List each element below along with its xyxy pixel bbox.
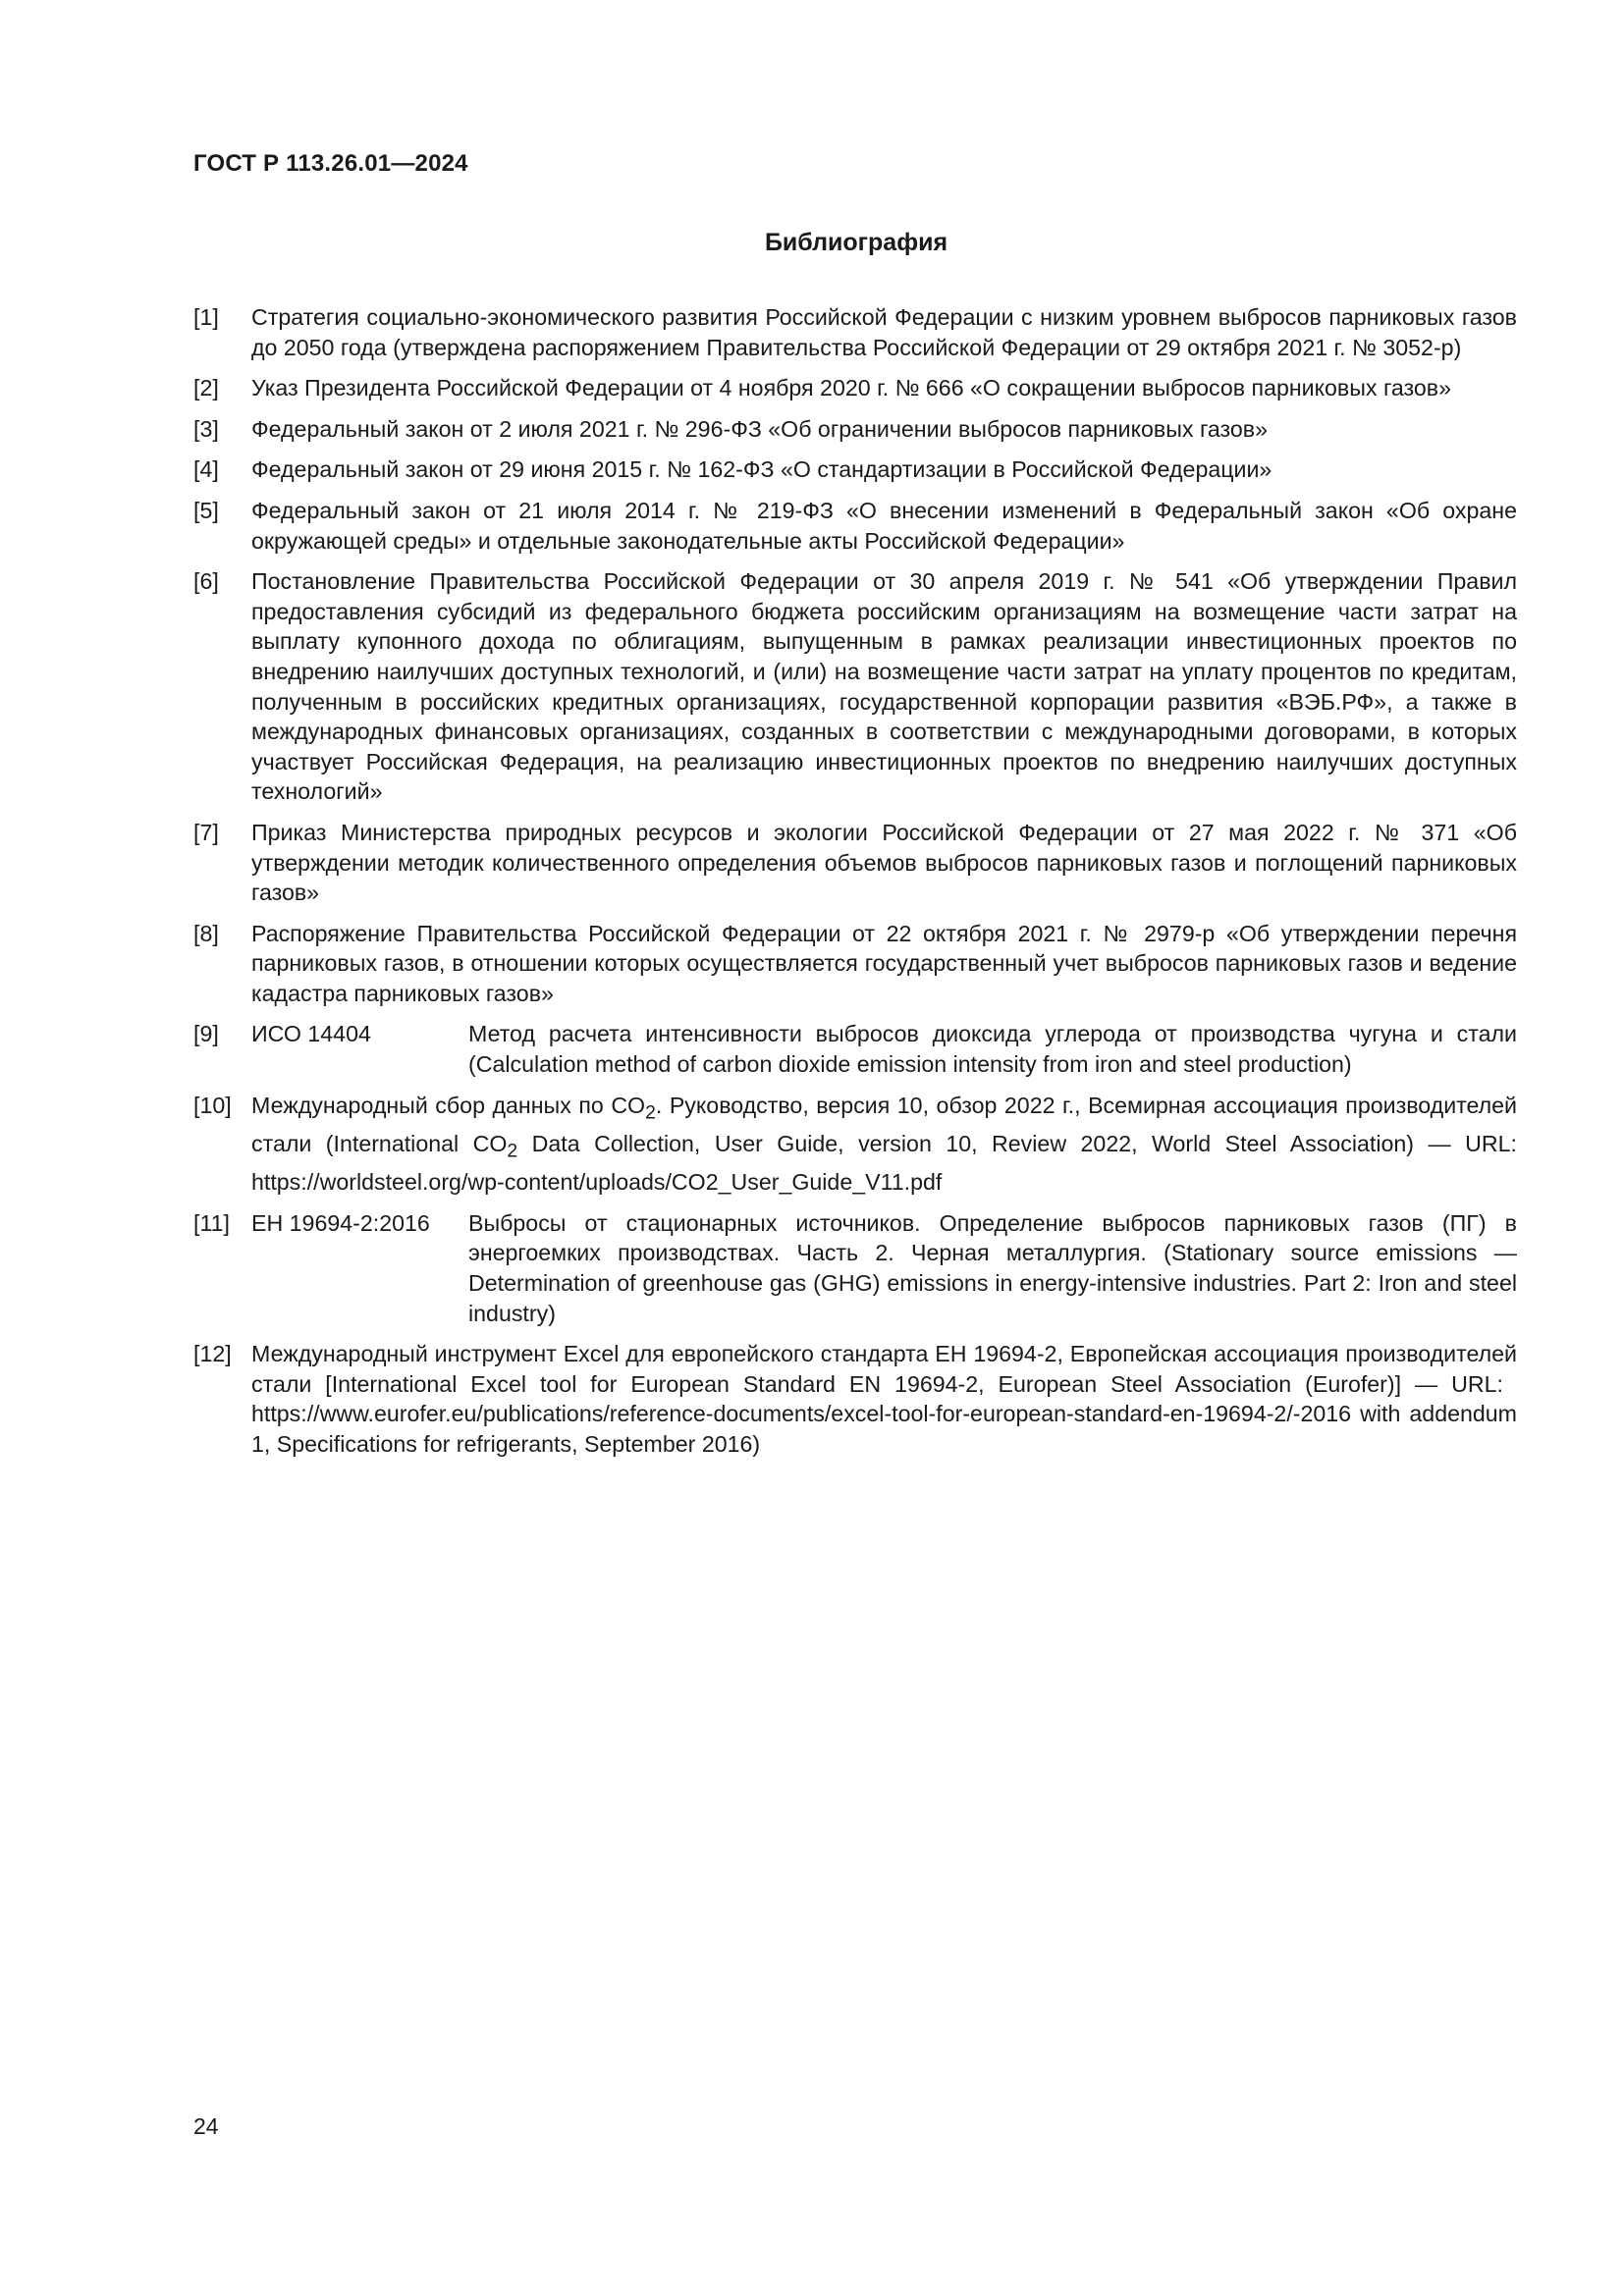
- entry-text-part: Международный сбор данных по CO: [251, 1092, 646, 1118]
- bibliography-entry: [193, 496, 1517, 556]
- bibliography-entry: [193, 1208, 1517, 1328]
- entry-url: https://www.eurofer.eu/publications/reference-documents/excel-tool-for-european-standard-en-19694-2/-2016 with addendum 1, Specifications for refrigerants, September 2016): [251, 1401, 1517, 1457]
- standard-code: ИСО 14404: [251, 1021, 371, 1047]
- entry-text-part: Международный инструмент Excel для европейского стандарта ЕН 19694-2, Европейская ассоциация производителей стали [International Excel tool for European Standard EN 19694-2, European Steel Association (Eurofer)] — URL:: [251, 1341, 1517, 1397]
- entry-number: [9]: [193, 1021, 219, 1047]
- entry-number: [12]: [193, 1341, 232, 1367]
- bibliography-list: [193, 302, 1517, 1469]
- bibliography-entry: [193, 454, 1517, 485]
- page-number: 24: [193, 2113, 219, 2139]
- bibliography-entry: [193, 414, 1517, 445]
- entry-number: [4]: [193, 456, 219, 483]
- bibliography-entry: [193, 1091, 1517, 1198]
- entry-text: Метод расчета интенсивности выбросов диоксида углерода от производства чугуна и стали (Calculation method of carbon dioxide emission intensity from iron and steel production): [468, 1021, 1517, 1078]
- entry-number: [2]: [193, 375, 219, 401]
- entry-text: Федеральный закон от 2 июля 2021 г. № 296-ФЗ «Об ограничении выбросов парниковых газов»: [251, 415, 1269, 442]
- entry-text: Приказ Министерства природных ресурсов и экологии Российской Федерации от 27 мая 2022 г. № 371 «Об утверждении методик количественного определения объемов выбросов парниковых газов и поглощений парниковых газов»: [251, 819, 1517, 906]
- entry-text: [251, 1339, 1517, 1459]
- entry-number: [1]: [193, 304, 219, 330]
- bibliography-entry: [193, 818, 1517, 908]
- entry-number: [3]: [193, 415, 219, 442]
- entry-number: [6]: [193, 568, 219, 595]
- entry-text-part: Data Collection, User Guide, version 10, Review 2022, World Steel Association) — URL: https://worldsteel.org/wp-content/uploads/CO2_User_Guide_V11.pdf: [251, 1130, 1517, 1196]
- entry-number: [5]: [193, 497, 219, 523]
- entry-text: Федеральный закон от 29 июня 2015 г. № 162-ФЗ «О стандартизации в Российской Федерации»: [251, 456, 1272, 483]
- bibliography-entry: [193, 1339, 1517, 1459]
- entry-text-part: . Руководство, версия 10, обзор 2022 г., Всемирная ассоциация производителей стали (International CO: [251, 1092, 1518, 1156]
- entry-number: [8]: [193, 920, 219, 946]
- standard-code: ЕН 19694-2:2016: [251, 1209, 430, 1236]
- standard-header: ГОСТ Р 113.26.01—2024: [193, 150, 468, 177]
- subscript: 2: [507, 1141, 518, 1162]
- entry-text: [251, 1091, 1517, 1198]
- section-title: Библиография: [764, 229, 948, 256]
- entry-text: Стратегия социально-экономического развития Российской Федерации с низким уровнем выбросов парниковых газов до 2050 года (утверждена распоряжением Правительства Российской Федерации от 29 октября 2021 г. № 3052-р): [251, 304, 1517, 360]
- entry-text: Постановление Правительства Российской Федерации от 30 апреля 2019 г. № 541 «Об утверждении Правил предоставления субсидий из федерального бюджета российским организациям на возмещение части затрат на выплату купонного дохода по облигациям, выпущенным в рамках реализации инвестиционных проектов по внедрению наилучших доступных технологий, и (или) на возмещение части затрат на уплату процентов по кредитам, полученным в российских кредитных организациях, государственной корпорации развития «ВЭБ.РФ», а также в международных финансовых организациях, созданных в соответствии с международными договорами, в которых участвует Российская Федерация, на реализацию инвестиционных проектов по внедрению наилучших доступных технологий»: [251, 568, 1517, 805]
- subscript: 2: [645, 1102, 656, 1124]
- entry-text: Распоряжение Правительства Российской Федерации от 22 октября 2021 г. № 2979-р «Об утверждении перечня парниковых газов, в отношении которых осуществляется государственный учет выбросов парниковых газов и ведение кадастра парниковых газов»: [251, 920, 1517, 1006]
- entry-text: Выбросы от стационарных источников. Определение выбросов парниковых газов (ПГ) в энергоемких производствах. Часть 2. Черная металлургия. (Stationary source emissions — Determination of greenhouse gas (GHG) emissions in energy-intensive industries. Part 2: Iron and steel industry): [468, 1209, 1517, 1326]
- entry-number: [10]: [193, 1092, 232, 1118]
- entry-number: [11]: [193, 1209, 230, 1236]
- bibliography-entry: [193, 302, 1517, 362]
- entry-text: Указ Президента Российской Федерации от 4 ноября 2020 г. № 666 «О сокращении выбросов парниковых газов»: [251, 375, 1452, 401]
- entry-text: Федеральный закон от 21 июля 2014 г. № 219-ФЗ «О внесении изменений в Федеральный закон «Об охране окружающей среды» и отдельные законодательные акты Российской Федерации»: [251, 497, 1517, 554]
- bibliography-entry: [193, 566, 1517, 807]
- bibliography-entry: [193, 1019, 1517, 1079]
- bibliography-entry: [193, 919, 1517, 1009]
- bibliography-entry: [193, 373, 1517, 403]
- entry-number: [7]: [193, 819, 219, 845]
